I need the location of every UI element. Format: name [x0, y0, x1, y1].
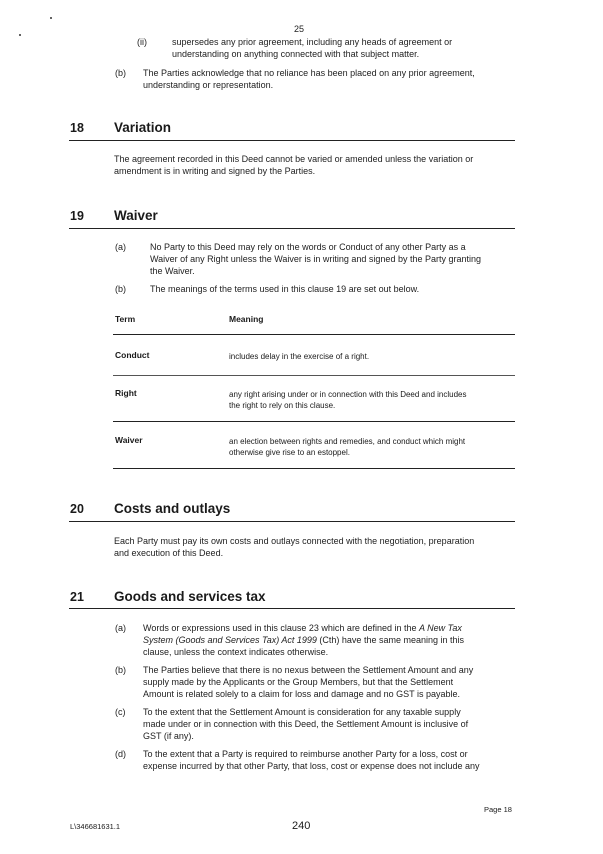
list-label: (a)	[115, 623, 126, 633]
table-cell-meaning: an election between rights and remedies, and conduct which might	[229, 437, 466, 446]
heading-rule	[69, 140, 515, 141]
list-label: (b)	[115, 284, 126, 294]
list-text: made under or in connection with this Deed, the Settlement Amount is inclusive of	[143, 719, 469, 729]
list-text: the Waiver.	[150, 266, 195, 276]
page-label: Page 18	[484, 805, 512, 814]
table-cell-term: Right	[115, 388, 137, 398]
list-text: No Party to this Deed may rely on the words or Conduct of any other Party as a	[150, 242, 466, 252]
list-text: supply made by the Applicants or the Group Members, but that the Settlement	[143, 677, 454, 687]
scan-speck	[19, 34, 21, 36]
table-header-meaning: Meaning	[229, 314, 264, 324]
heading-rule	[69, 608, 515, 609]
clause-number: 20	[70, 502, 84, 516]
list-text: The Parties believe that there is no nexus between the Settlement Amount and any	[143, 665, 474, 675]
table-cell-term: Conduct	[115, 350, 150, 360]
scan-speck	[50, 17, 52, 19]
body-text: amendment is in writing and signed by the Parties.	[114, 166, 316, 176]
clause-title: Goods and services tax	[114, 589, 266, 604]
document-reference: L\346681631.1	[70, 822, 121, 831]
list-text	[143, 634, 464, 647]
list-text: To the extent that a Party is required to reimburse another Party for a loss, cost or	[143, 749, 468, 759]
list-text-plain: Words or expressions used in this clause 23 which are defined in the	[143, 623, 419, 633]
list-label: (ii)	[137, 37, 147, 47]
table-cell-term: Waiver	[115, 435, 143, 445]
list-text: clause, unless the context indicates otherwise.	[143, 647, 329, 657]
table-cell-meaning: the right to rely on this clause.	[229, 401, 336, 410]
page-bottom-number: 240	[292, 820, 311, 832]
list-label: (b)	[115, 665, 126, 675]
act-title-italic: System (Goods and Services Tax) Act 1999	[143, 635, 317, 645]
body-text: and execution of this Deed.	[114, 548, 224, 558]
table-rule	[113, 375, 515, 376]
body-text: The agreement recorded in this Deed cannot be varied or amended unless the variation or	[114, 154, 474, 164]
clause-number: 21	[70, 590, 84, 604]
list-text: understanding on anything connected with that subject matter.	[172, 49, 420, 59]
clause-title: Costs and outlays	[114, 501, 231, 516]
clause-title: Variation	[114, 120, 172, 135]
list-text-plain: (Cth) have the same meaning in this	[316, 635, 464, 645]
heading-rule	[69, 228, 515, 229]
table-rule	[113, 421, 515, 422]
list-text: Waiver of any Right unless the Waiver is in writing and signed by the Party granting	[150, 254, 481, 264]
table-cell-meaning: any right arising under or in connection with this Deed and includes	[229, 390, 467, 399]
list-label: (a)	[115, 242, 126, 252]
list-text: supersedes any prior agreement, including any heads of agreement or	[172, 37, 453, 47]
table-header-term: Term	[115, 314, 136, 324]
clause-title: Waiver	[114, 208, 158, 223]
clause-number: 19	[70, 209, 84, 223]
act-title-italic: A New Tax	[419, 623, 462, 633]
list-text: expense incurred by that other Party, that loss, cost or expense does not include any	[143, 761, 480, 771]
body-text: Each Party must pay its own costs and outlays connected with the negotiation, preparation	[114, 536, 475, 546]
list-text: GST (if any).	[143, 731, 194, 741]
heading-rule	[69, 521, 515, 522]
list-text: Amount is related solely to a claim for loss and damage and no GST is payable.	[143, 689, 461, 699]
list-text: understanding or representation.	[143, 80, 274, 90]
table-cell-meaning: otherwise give rise to an estoppel.	[229, 448, 350, 457]
list-text: The meanings of the terms used in this clause 19 are set out below.	[150, 284, 420, 294]
list-label: (d)	[115, 749, 126, 759]
table-rule	[113, 468, 515, 469]
list-label: (c)	[115, 707, 126, 717]
list-text: To the extent that the Settlement Amount is consideration for any taxable supply	[143, 707, 461, 717]
clause-number: 18	[70, 121, 84, 135]
list-text	[143, 622, 462, 635]
list-label: (b)	[115, 68, 126, 78]
table-rule	[113, 334, 515, 335]
table-cell-meaning: includes delay in the exercise of a right.	[229, 352, 370, 361]
list-text: The Parties acknowledge that no reliance has been placed on any prior agreement,	[143, 68, 475, 78]
page-top-number: 25	[294, 24, 305, 34]
